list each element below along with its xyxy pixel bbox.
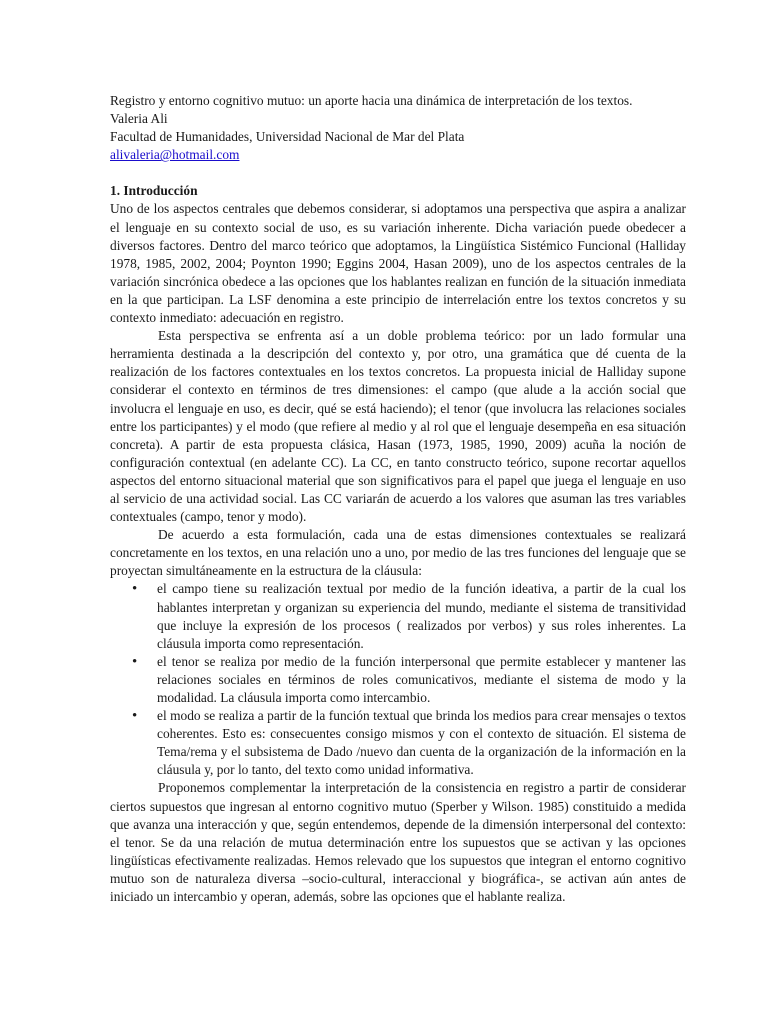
- document-title: Registro y entorno cognitivo mutuo: un aporte hacia una dinámica de interpretación de los textos.: [110, 93, 633, 108]
- author-email-link[interactable]: alivaleria@hotmail.com: [110, 147, 240, 163]
- section-heading: 1. Introducción: [110, 183, 198, 199]
- bullet-item-tenor: • el tenor se realiza por medio de la función interpersonal que permite establecer y mantener las relaciones sociales en términos de roles comunicativos, mediante el sistema de modo y la modalidad. La cláusula importa como intercambio.: [157, 653, 686, 707]
- bullet-item-modo: • el modo se realiza a partir de la función textual que brinda los medios para crear mensajes o textos coherentes. Esto es: consecuentes consigo mismos y con el contexto de situación. El sistema de Tema/rema y el subsistema de Dado /nuevo dan cuenta de la organización de la información en la cláusula y, por lo tanto, del texto como unidad informativa.: [157, 707, 686, 779]
- functions-bullet-list: [110, 580, 686, 779]
- bullet-item-campo: • el campo tiene su realización textual por medio de la función ideativa, a partir de la cual los hablantes interpretan y organizan su experiencia del mundo, mediante el sistema de transitividad que incluye la expresión de los procesos ( realizados por verbos) y sus roles inherentes. La cláusula importa como representación.: [157, 580, 686, 652]
- paragraph-2: Esta perspectiva se enfrenta así a un doble problema teórico: por un lado formular una herramienta destinada a la descripción del contexto y, por otro, una gramática que dé cuenta de la realización de los factores contextuales en los textos concretos. La propuesta inicial de Halliday supone considerar el contexto en términos de tres dimensiones: el campo (que alude a la acción social que involucra el lenguaje en uso, es decir, qué se está haciendo); el tenor (que involucra las relaciones sociales entre los participantes) y el modo (que refiere al medio y al rol que el lenguaje desempeña en esa situación concreta). A partir de esta propuesta clásica, Hasan (1973, 1985, 1990, 2009) acuña la noción de configuración contextual (en adelante CC). La CC, en tanto constructo teórico, supone recortar aquellos aspectos del entorno situacional material que son significativos para el papel que juega el lenguaje en uso al servicio de una actividad social. Las CC variarán de acuerdo a los valores que asuman las tres variables contextuales (campo, tenor y modo).: [110, 328, 686, 525]
- paragraph-1: Uno de los aspectos centrales que debemos considerar, si adoptamos una perspectiva que aspira a analizar el lenguaje en su contexto social de uso, es su variación inherente. Dicha variación puede obedecer a diversos factores. Dentro del marco teórico que adoptamos, la Lingüística Sistémico Funcional (Halliday 1978, 1985, 2002, 2004; Poynton 1990; Eggins 2004, Hasan 2009), uno de los aspectos centrales de la variación sincrónica obedece a las opciones que los hablantes realizan en función de la situación inmediata en la que participan. La LSF denomina a este principio de interrelación entre los textos concretos y su contexto inmediato: adecuación en registro.: [110, 201, 686, 326]
- paragraph-4: Proponemos complementar la interpretación de la consistencia en registro a partir de considerar ciertos supuestos que ingresan al entorno cognitivo mutuo (Sperber y Wilson. 1985) constituido a medida que avanza una interacción y que, según entendemos, depende de la dimensión interpersonal del contexto: el tenor. Se da una relación de mutua determinación entre los supuestos que se activan y las opciones lingüísticas efectivamente realizadas. Hemos relevado que los supuestos que integran el entorno cognitivo mutuo son de naturaleza diversa –socio-cultural, interaccional y biográfica-, se activan aún antes de iniciado un intercambio y operan, además, sobre las opciones que el hablante realiza.: [110, 780, 686, 905]
- paragraph-3: De acuerdo a esta formulación, cada una de estas dimensiones contextuales se realizará concretamente en los textos, en una relación uno a uno, por medio de las tres funciones del lenguaje que se proyectan simultáneamente en la estructura de la cláusula:: [110, 527, 686, 579]
- author-name: Valeria Ali: [110, 111, 168, 127]
- author-affiliation: Facultad de Humanidades, Universidad Nacional de Mar del Plata: [110, 129, 465, 145]
- document-page: [110, 92, 686, 906]
